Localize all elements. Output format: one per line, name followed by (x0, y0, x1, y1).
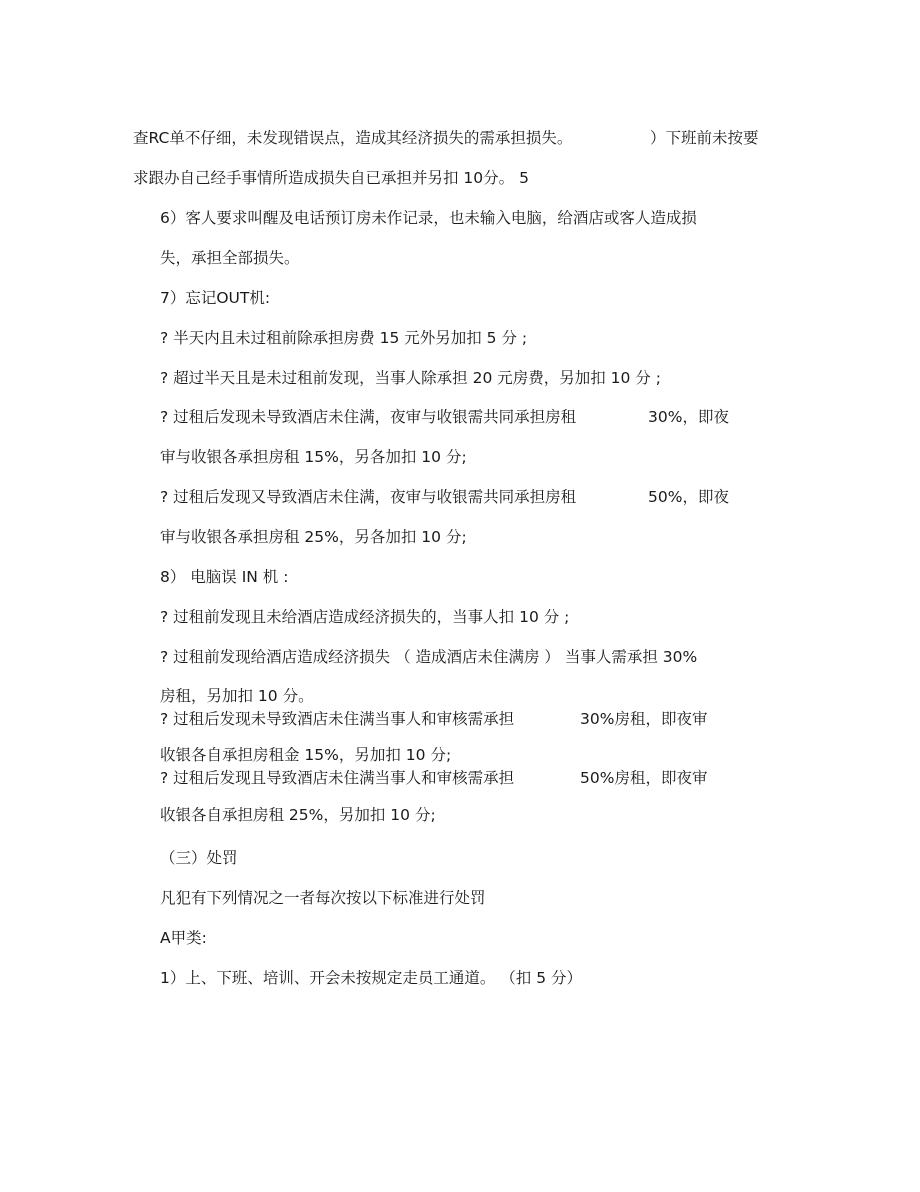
text-line: ）下班前未按要 (650, 129, 759, 147)
text-line: 查RC单不仔细，未发现错误点，造成其经济损失的需承担损失。 (133, 129, 573, 147)
text-line: ? 过租后发现且导致酒店未住满当事人和审核需承担 (160, 769, 515, 787)
text-line: 房租，另加扣 10 分。 (160, 687, 314, 705)
text-line: 50%房租，即夜审 (580, 769, 708, 787)
text-line: 6）客人要求叫醒及电话预订房未作记录，也未输入电脑，给酒店或客人造成损 (160, 209, 697, 227)
text-line: 50%，即夜 (648, 488, 729, 506)
text-line: A甲类: (160, 929, 207, 947)
text-line: 30%房租，即夜审 (580, 710, 708, 728)
text-line: 审与收银各承担房租 15%，另各加扣 10 分; (160, 448, 467, 466)
text-line: ? 过租前发现给酒店造成经济损失 （ 造成酒店未住满房 ） 当事人需承担 30% (160, 648, 698, 666)
text-line: 审与收银各承担房租 25%，另各加扣 10 分; (160, 528, 467, 546)
text-line: 7）忘记OUT机: (160, 289, 271, 307)
text-line: 1）上、下班、培训、开会未按规定走员工通道。 （扣 5 分） (160, 969, 583, 987)
text-line: 30%，即夜 (648, 408, 729, 426)
text-line: ? 过租前发现且未给酒店造成经济损失的，当事人扣 10 分 ; (160, 608, 570, 626)
text-line: 8） 电脑误 IN 机 : (160, 568, 289, 586)
text-line: 收银各自承担房租金 15%，另加扣 10 分; (160, 746, 452, 764)
text-line: ? 过租后发现未导致酒店未住满，夜审与收银需共同承担房租 (160, 408, 577, 426)
text-line: ? 过租后发现又导致酒店未住满，夜审与收银需共同承担房租 (160, 488, 577, 506)
text-line: 求跟办自己经手事情所造成损失自已承担并另扣 10分。 5 (133, 169, 529, 187)
text-line: （三）处罚 (160, 849, 238, 867)
text-line: 凡犯有下列情况之一者每次按以下标准进行处罚 (160, 889, 486, 907)
text-line: 收银各自承担房租 25%，另加扣 10 分; (160, 806, 436, 824)
text-line: ? 超过半天且是未过租前发现，当事人除承担 20 元房费，另加扣 10 分 ; (160, 369, 661, 387)
text-line: 失，承担全部损失。 (160, 249, 300, 267)
text-line: ? 过租后发现未导致酒店未住满当事人和审核需承担 (160, 710, 515, 728)
text-line: ? 半天内且未过租前除承担房费 15 元外另加扣 5 分 ; (160, 329, 528, 347)
